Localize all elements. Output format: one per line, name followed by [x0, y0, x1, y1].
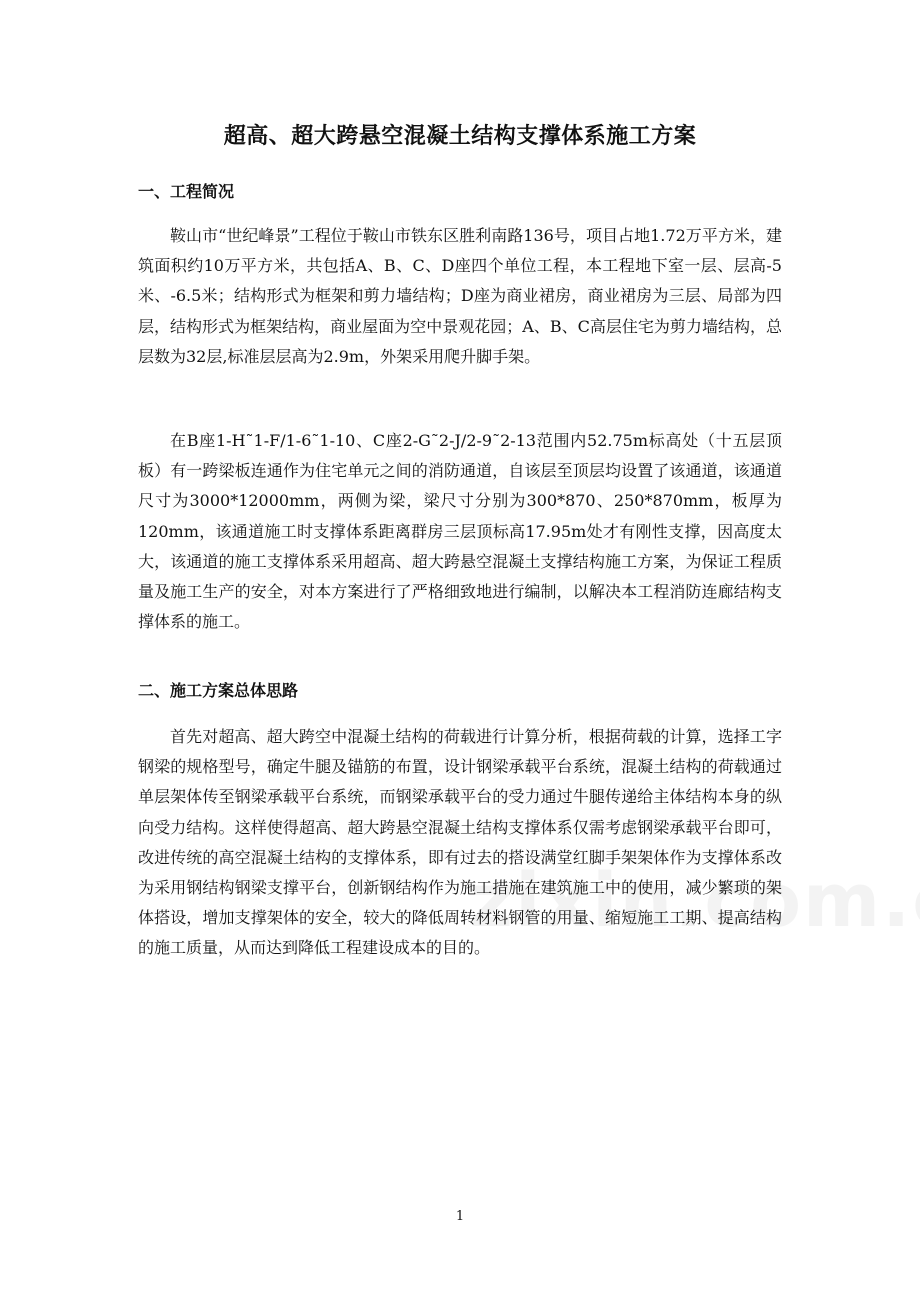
- page-number: 1: [455, 1209, 465, 1224]
- watermark: [470, 858, 920, 944]
- section-heading-approach: 二、施工方案总体思路: [138, 681, 299, 700]
- overview-paragraph-1: 鞍山市“世纪峰景”工程位于鞍山市铁东区胜利南路136号，项目占地1.72万平方米，建筑面积约10万平方米，共包括A、B、C、D座四个单位工程，本工程地下室一层、层高-5米、-6.5米；结构形式为框架和剪力墙结构；D座为商业裙房，商业裙房为三层、局部为四层，结构形式为框架结构，商业屋面为空中景观花园；A、B、C高层住宅为剪力墙结构，总层数为32层,标准层层高为2.9m，外架采用爬升脚手架。: [138, 226, 782, 366]
- overview-paragraph-2: 在B座1-H˜1-F/1-6˜1-10、C座2-G˜2-J/2-9˜2-13范围内52.75m标高处（十五层顶板）有一跨梁板连通作为住宅单元之间的消防通道，自该层至顶层均设置了该通道，该通道尺寸为3000*12000mm，两侧为梁，梁尺寸分别为300*870、250*870mm，板厚为120mm，该通道施工时支撑体系距离群房三层顶标高17.95m处才有刚性支撑，因高度太大，该通道的施工支撑体系采用超高、超大跨悬空混凝土支撑结构施工方案，为保证工程质量及施工生产的安全，对本方案进行了严格细致地进行编制，以解决本工程消防连廊结构支撑体系的施工。: [138, 431, 782, 632]
- document-title: 超高、超大跨悬空混凝土结构支撑体系施工方案: [223, 124, 697, 149]
- approach-paragraph-1: 首先对超高、超大跨空中混凝土结构的荷载进行计算分析，根据荷载的计算，选择工字钢梁的规格型号，确定牛腿及锚筋的布置，设计钢梁承载平台系统，混凝土结构的荷载通过单层架体传至钢梁承载平台系统，而钢梁承载平台的受力通过牛腿传递给主体结构本身的纵向受力结构。这样使得超高、超大跨悬空混凝土结构支撑体系仅需考虑钢梁承载平台即可，改进传统的高空混凝土结构的支撑体系，即有过去的搭设满堂红脚手架架体作为支撑体系改为采用钢结构钢梁支撑平台，创新钢结构作为施工措施在建筑施工中的使用，减少繁琐的架体搭设，增加支撑架体的安全，较大的降低周转材料钢管的用量、缩短施工工期、提高结构的施工质量，从而达到降低工程建设成本的目的。: [138, 727, 782, 958]
- section-heading-overview: 一、工程简况: [138, 182, 235, 201]
